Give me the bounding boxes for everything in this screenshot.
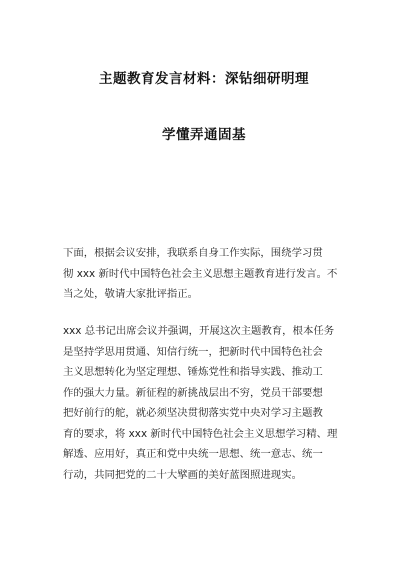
paragraph-line: 当之处，敬请大家批评指正。	[63, 288, 199, 300]
paragraph-line: xxx 总书记出席会议并强调，开展这次主题教育，根本任务	[63, 325, 335, 337]
document-title: 主题教育发言材料：深钻细研明理	[99, 71, 309, 87]
paragraph-line: 育的要求，将 xxx 新时代中国特色社会主义思想学习精、理	[63, 427, 338, 440]
paragraph-line: 下面，根据会议安排，我联系自身工作实际，围绕学习贯	[63, 247, 323, 259]
paragraph-line: 彻 xxx 新时代中国特色社会主义思想主题教育进行发言。不	[63, 267, 338, 280]
paragraph-intro	[63, 243, 353, 305]
paragraph-line: 把好前行的舵，就必须坚决贯彻落实党中央对学习主题教	[63, 407, 323, 419]
paragraph-line: 是坚持学思用贯通、知信行统一，把新时代中国特色社会	[63, 345, 323, 358]
paragraph-line: 作的强大力量。新征程的新挑战层出不穷，党员干部要想	[63, 386, 323, 399]
paragraph-line: 行动，共同把党的二十大擘画的美好蓝图照进现实。	[63, 468, 302, 481]
paragraph-line: 主义思想转化为坚定理想、锤炼党性和指导实践、推动工	[63, 366, 323, 378]
document-subtitle: 学懂弄通固基	[162, 127, 246, 143]
paragraph-line: 解透、应用好，真正和党中央统一思想、统一意志、统一	[63, 448, 323, 460]
paragraph-body	[63, 321, 353, 485]
